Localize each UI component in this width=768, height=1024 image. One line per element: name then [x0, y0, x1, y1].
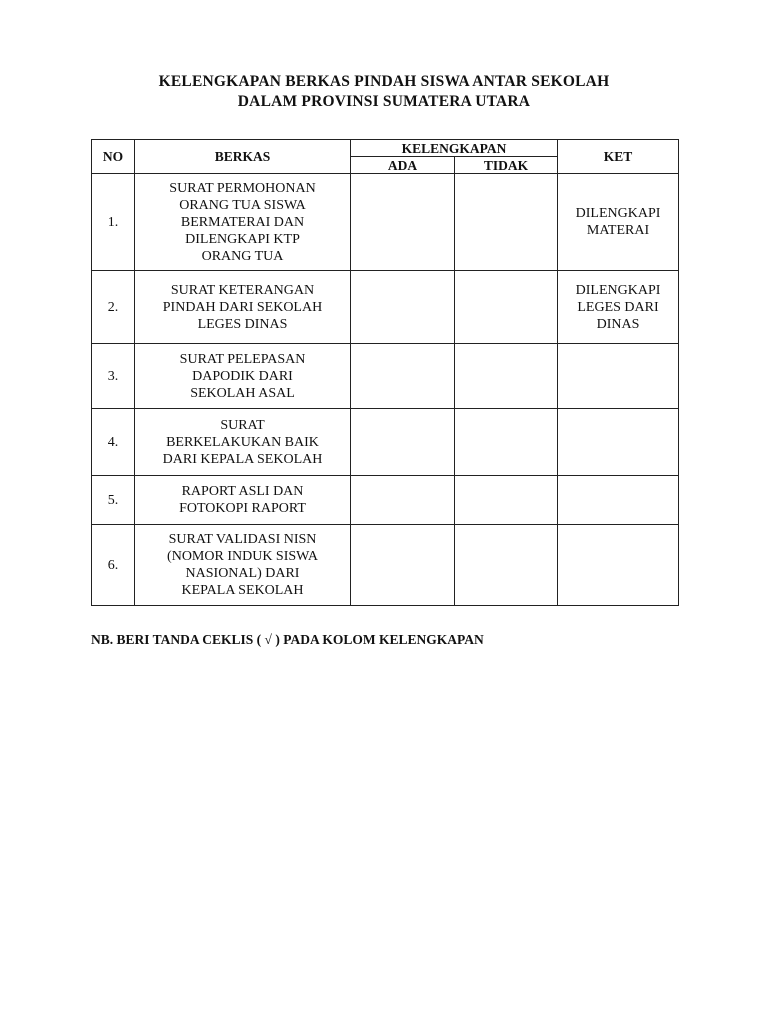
- table-row: [92, 476, 679, 525]
- row-ket: [558, 409, 679, 476]
- row-tidak-cell[interactable]: [455, 271, 558, 344]
- title-line-1: KELENGKAPAN BERKAS PINDAH SISWA ANTAR SEKOLAH: [158, 73, 610, 90]
- row-number: 1.: [92, 174, 135, 271]
- row-tidak-cell[interactable]: [455, 476, 558, 525]
- row-ada-cell[interactable]: [351, 344, 455, 409]
- document-title: [0, 72, 768, 112]
- row-number: 3.: [92, 344, 135, 409]
- table-row: [92, 271, 679, 344]
- header-ket: KET: [558, 140, 679, 174]
- row-ket: DILENGKAPI LEGES DARI DINAS: [558, 271, 679, 344]
- row-ket: DILENGKAPI MATERAI: [558, 174, 679, 271]
- row-number: 2.: [92, 271, 135, 344]
- row-ada-cell[interactable]: [351, 476, 455, 525]
- header-no: NO: [92, 140, 135, 174]
- row-ket: [558, 476, 679, 525]
- table-row: [92, 174, 679, 271]
- row-ket: [558, 525, 679, 606]
- checklist-note: NB. BERI TANDA CEKLIS ( √ ) PADA KOLOM KELENGKAPAN: [91, 632, 484, 647]
- row-ada-cell[interactable]: [351, 271, 455, 344]
- row-berkas: SURAT PERMOHONAN ORANG TUA SISWA BERMATERAI DAN DILENGKAPI KTP ORANG TUA: [135, 174, 351, 271]
- row-number: 6.: [92, 525, 135, 606]
- row-berkas: RAPORT ASLI DAN FOTOKOPI RAPORT: [135, 476, 351, 525]
- row-tidak-cell[interactable]: [455, 409, 558, 476]
- table-row: [92, 344, 679, 409]
- header-berkas: BERKAS: [135, 140, 351, 174]
- row-tidak-cell[interactable]: [455, 174, 558, 271]
- header-kelengkapan: KELENGKAPAN: [351, 140, 558, 157]
- table-row: [92, 409, 679, 476]
- row-berkas: SURAT VALIDASI NISN (NOMOR INDUK SISWA NASIONAL) DARI KEPALA SEKOLAH: [135, 525, 351, 606]
- header-ada: ADA: [351, 157, 455, 174]
- row-tidak-cell[interactable]: [455, 344, 558, 409]
- row-berkas: SURAT PELEPASAN DAPODIK DARI SEKOLAH ASAL: [135, 344, 351, 409]
- title-line-2: DALAM PROVINSI SUMATERA UTARA: [237, 93, 531, 110]
- row-number: 4.: [92, 409, 135, 476]
- table-row: [92, 525, 679, 606]
- row-ket: [558, 344, 679, 409]
- row-ada-cell[interactable]: [351, 174, 455, 271]
- berkas-table: [91, 139, 679, 606]
- row-ada-cell[interactable]: [351, 525, 455, 606]
- header-tidak: TIDAK: [455, 157, 558, 174]
- row-berkas: SURAT KETERANGAN PINDAH DARI SEKOLAH LEGES DINAS: [135, 271, 351, 344]
- row-ada-cell[interactable]: [351, 409, 455, 476]
- row-berkas: SURAT BERKELAKUKAN BAIK DARI KEPALA SEKOLAH: [135, 409, 351, 476]
- row-tidak-cell[interactable]: [455, 525, 558, 606]
- row-number: 5.: [92, 476, 135, 525]
